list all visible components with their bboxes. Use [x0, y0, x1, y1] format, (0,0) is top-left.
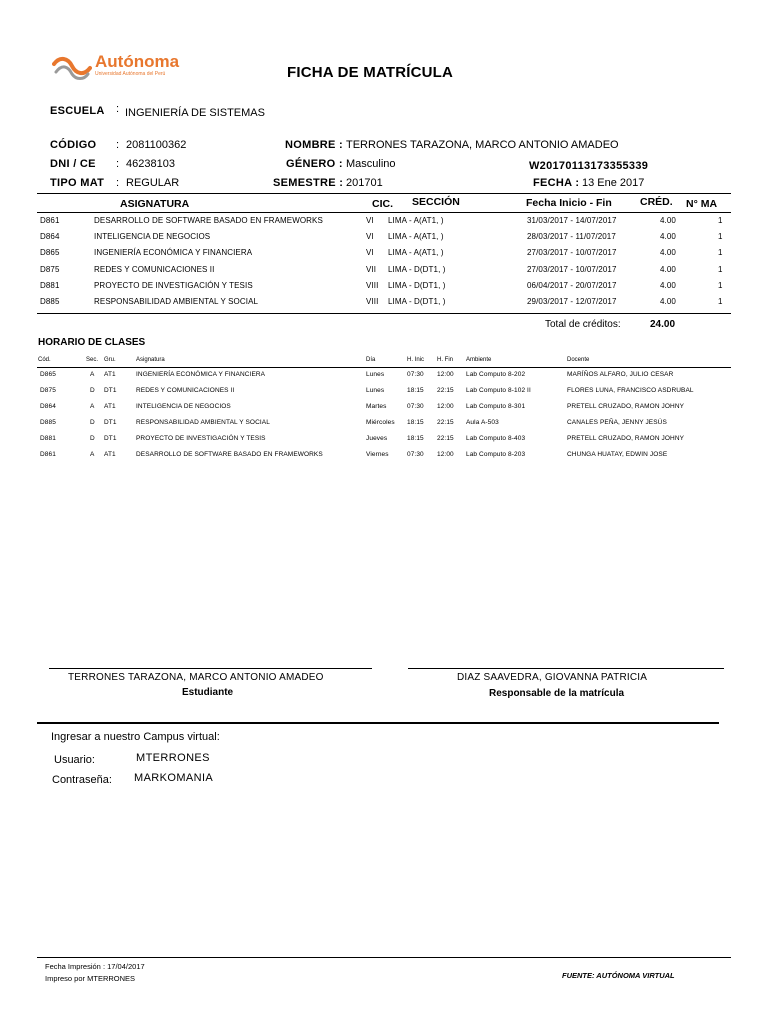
- schedule-teacher: CHUNGA HUATAY, EDWIN JOSE: [567, 451, 668, 458]
- schedule-end: 22:15: [437, 387, 454, 394]
- genero-value: Masculino: [346, 158, 396, 170]
- print-date-value: 17/04/2017: [107, 962, 145, 971]
- course-section: LIMA - A(AT1, ): [388, 216, 444, 225]
- course-code: D861: [40, 216, 60, 225]
- sched-col-docente: Docente: [567, 357, 590, 363]
- sched-col-sec: Sec.: [86, 357, 99, 363]
- password-label: Contraseña:: [52, 774, 112, 786]
- course-num: 1: [718, 248, 723, 258]
- course-name: PROYECTO DE INVESTIGACIÓN Y TESIS: [94, 280, 253, 290]
- course-cycle: VI: [366, 248, 374, 258]
- course-dates: 27/03/2017 - 10/07/2017: [527, 264, 617, 274]
- schedule-code: D861: [40, 451, 56, 458]
- logo-subtitle: Universidad Autónoma del Perú: [95, 71, 166, 77]
- schedule-start: 18:15: [407, 387, 424, 394]
- col-fechas: Fecha Inicio - Fin: [526, 197, 612, 209]
- schedule-code: D864: [40, 403, 56, 410]
- course-num: 1: [718, 280, 723, 290]
- course-name: INGENIERÍA ECONÓMICA Y FINANCIERA: [94, 248, 253, 258]
- schedule-course: INTELIGENCIA DE NEGOCIOS: [136, 403, 231, 410]
- table-row: [0, 387, 768, 403]
- schedule-section: D: [90, 435, 95, 442]
- schedule-section: A: [90, 451, 95, 458]
- course-cycle: VI: [366, 232, 374, 242]
- colon: :: [116, 103, 120, 115]
- password-value: MARKOMANIA: [134, 772, 214, 784]
- table-row: [0, 297, 768, 313]
- course-dates: 28/03/2017 - 11/07/2017: [527, 232, 616, 242]
- schedule-teacher: PRETELL CRUZADO, RAMON JOHNY: [567, 435, 685, 442]
- schedule-room: Lab Computo 8-202: [466, 371, 526, 378]
- codigo-label: CÓDIGO: [50, 139, 97, 151]
- logo-text: Autónoma: [95, 52, 180, 71]
- escuela-label: ESCUELA: [50, 105, 105, 117]
- course-dates: 31/03/2017 - 14/07/2017: [527, 216, 617, 225]
- schedule-start: 07:30: [407, 371, 424, 378]
- schedule-end: 12:00: [437, 451, 454, 458]
- sched-col-fin: H. Fin: [437, 357, 454, 363]
- section-divider: [37, 722, 719, 724]
- course-code: D881: [40, 280, 60, 290]
- university-logo-icon: [52, 54, 92, 82]
- colon: :: [116, 139, 120, 151]
- course-num: 1: [718, 216, 723, 225]
- codigo-value: 2081100362: [126, 139, 187, 151]
- course-section: LIMA - A(AT1, ): [388, 232, 444, 242]
- table-top-rule: [37, 193, 731, 194]
- fecha-value: 13 Ene 2017: [582, 177, 645, 189]
- course-code: D875: [40, 264, 60, 274]
- schedule-group: AT1: [104, 371, 116, 378]
- sched-col-code: Cód.: [38, 357, 51, 363]
- course-name: INTELIGENCIA DE NEGOCIOS: [94, 232, 211, 242]
- schedule-end: 12:00: [437, 371, 454, 378]
- schedule-start: 18:15: [407, 435, 424, 442]
- nombre-label: NOMBRE :: [285, 139, 344, 151]
- course-name: RESPONSABILIDAD AMBIENTAL Y SOCIAL: [94, 297, 259, 306]
- responsible-signature-role: Responsable de la matrícula: [489, 688, 625, 699]
- course-section: LIMA - D(DT1, ): [388, 297, 446, 306]
- schedule-header-rule: [37, 367, 731, 368]
- nombre-value: TERRONES TARAZONA, MARCO ANTONIO AMADEO: [346, 139, 619, 151]
- schedule-start: 07:30: [407, 403, 424, 410]
- course-cycle: VIII: [366, 280, 379, 290]
- table-row: [0, 403, 768, 419]
- table-row: [0, 281, 768, 297]
- genero-label: GÉNERO :: [286, 158, 343, 170]
- fecha-label: FECHA :: [533, 177, 580, 189]
- schedule-start: 18:15: [407, 419, 424, 426]
- course-cycle: VII: [366, 264, 377, 274]
- col-nro: N° MA: [686, 198, 718, 210]
- schedule-room: Lab Computo 8-203: [466, 451, 526, 458]
- schedule-group: AT1: [104, 403, 116, 410]
- sched-col-ambiente: Ambiente: [466, 357, 492, 363]
- course-num: 1: [718, 232, 723, 242]
- schedule-day: Miércoles: [366, 419, 395, 426]
- table-row: [0, 216, 768, 232]
- schedule-code: D881: [40, 435, 56, 442]
- course-dates: 29/03/2017 - 12/07/2017: [527, 297, 617, 306]
- course-section: LIMA - D(DT1, ): [388, 280, 446, 290]
- tipo-mat-label: TIPO MAT: [50, 177, 105, 189]
- printed-by: [45, 974, 135, 983]
- schedule-course: PROYECTO DE INVESTIGACIÓN Y TESIS: [136, 435, 266, 442]
- course-name: DESARROLLO DE SOFTWARE BASADO EN FRAMEWORKS: [94, 216, 323, 225]
- schedule-code: D865: [40, 371, 56, 378]
- course-code: D885: [40, 297, 60, 306]
- schedule-code: D875: [40, 387, 56, 394]
- col-creditos: CRÉD.: [640, 196, 673, 208]
- schedule-section: D: [90, 419, 95, 426]
- schedule-day: Jueves: [366, 435, 388, 442]
- print-date: [45, 962, 145, 971]
- course-section: LIMA - D(DT1, ): [388, 264, 446, 274]
- schedule-course: INGENIERÍA ECONÓMICA Y FINANCIERA: [136, 371, 266, 378]
- schedule-group: DT1: [104, 435, 117, 442]
- schedule-course: REDES Y COMUNICACIONES II: [136, 387, 235, 394]
- schedule-day: Viernes: [366, 451, 389, 458]
- course-credits: 4.00: [660, 264, 676, 274]
- table-row: [0, 265, 768, 281]
- schedule-end: 22:15: [437, 435, 454, 442]
- course-dates: 27/03/2017 - 10/07/2017: [527, 248, 617, 258]
- course-credits: 4.00: [660, 232, 676, 242]
- course-credits: 4.00: [660, 248, 676, 258]
- schedule-code: D885: [40, 419, 56, 426]
- course-cycle: VI: [366, 216, 374, 225]
- table-header-rule: [37, 212, 731, 213]
- schedule-group: AT1: [104, 451, 116, 458]
- tipo-mat-value: REGULAR: [126, 177, 180, 189]
- schedule-teacher: PRETELL CRUZADO, RAMON JOHNY: [567, 403, 685, 410]
- schedule-course: RESPONSABILIDAD AMBIENTAL Y SOCIAL: [136, 419, 270, 426]
- schedule-start: 07:30: [407, 451, 424, 458]
- sched-col-gru: Gru.: [104, 357, 116, 363]
- escuela-value: INGENIERÍA DE SISTEMAS: [125, 107, 265, 119]
- page-title: FICHA DE MATRÍCULA: [287, 64, 454, 81]
- schedule-teacher: FLORES LUNA, FRANCISCO ASDRUBAL: [567, 387, 694, 394]
- student-signature-name: TERRONES TARAZONA, MARCO ANTONIO AMADEO: [68, 672, 324, 683]
- semestre-value: 201701: [346, 177, 383, 189]
- schedule-day: Martes: [366, 403, 387, 410]
- schedule-group: DT1: [104, 387, 117, 394]
- schedule-section: D: [90, 387, 95, 394]
- schedule-title: HORARIO DE CLASES: [38, 337, 146, 348]
- schedule-section: A: [90, 403, 95, 410]
- schedule-teacher: MARÍÑOS ALFARO, JULIO CESAR: [567, 371, 674, 378]
- schedule-day: Lunes: [366, 371, 385, 378]
- col-asignatura: ASIGNATURA: [120, 198, 190, 210]
- schedule-course: DESARROLLO DE SOFTWARE BASADO EN FRAMEWORKS: [136, 451, 323, 458]
- registration-code: W20170113173355339: [529, 160, 649, 172]
- colon: :: [116, 177, 120, 189]
- schedule-day: Lunes: [366, 387, 385, 394]
- sched-col-inicio: H. Inic: [407, 357, 425, 363]
- course-credits: 4.00: [660, 280, 676, 290]
- schedule-end: 12:00: [437, 403, 454, 410]
- semestre-label: SEMESTRE :: [273, 177, 344, 189]
- course-section: LIMA - A(AT1, ): [388, 248, 444, 258]
- table-row: [0, 451, 768, 467]
- course-num: 1: [718, 297, 723, 306]
- student-signature-role: Estudiante: [182, 687, 234, 698]
- course-num: 1: [718, 264, 723, 274]
- schedule-group: DT1: [104, 419, 117, 426]
- course-credits: 4.00: [660, 297, 676, 306]
- table-bottom-rule: [37, 313, 731, 314]
- footer-rule: [37, 957, 731, 958]
- schedule-room: Aula A-503: [466, 419, 499, 426]
- schedule-room: Lab Computo 8-102 II: [466, 387, 531, 394]
- table-row: [0, 435, 768, 451]
- printed-by-value: MTERRONES: [87, 974, 136, 983]
- course-name: REDES Y COMUNICACIONES II: [94, 264, 215, 274]
- course-credits: 4.00: [660, 216, 676, 225]
- dni-label: DNI / CE: [50, 158, 96, 170]
- course-cycle: VIII: [366, 297, 379, 306]
- total-credits-value: 24.00: [650, 319, 676, 330]
- table-row: [0, 419, 768, 435]
- username-label: Usuario:: [54, 754, 95, 766]
- table-row: [0, 371, 768, 387]
- total-credits-label: Total de créditos:: [545, 319, 621, 330]
- responsible-signature-name: DIAZ SAAVEDRA, GIOVANNA PATRICIA: [457, 672, 648, 683]
- col-ciclo: CIC.: [372, 198, 393, 210]
- schedule-room: Lab Computo 8-301: [466, 403, 526, 410]
- course-dates: 06/04/2017 - 20/07/2017: [527, 280, 617, 290]
- printed-by-label: Impreso por: [45, 974, 86, 983]
- schedule-section: A: [90, 371, 95, 378]
- student-signature-line: [49, 668, 372, 669]
- table-row: [0, 248, 768, 264]
- sched-col-dia: Día: [366, 357, 376, 363]
- source-label: FUENTE: AUTÓNOMA VIRTUAL: [562, 971, 675, 980]
- table-row: [0, 232, 768, 248]
- colon: :: [116, 158, 120, 170]
- col-seccion: SECCIÓN: [412, 196, 460, 208]
- course-code: D865: [40, 248, 60, 258]
- schedule-teacher: CANALES PEÑA, JENNY JESÚS: [567, 419, 667, 426]
- responsible-signature-line: [408, 668, 724, 669]
- print-date-label: Fecha Impresión :: [45, 962, 106, 971]
- dni-value: 46238103: [126, 158, 175, 170]
- campus-intro: Ingresar a nuestro Campus virtual:: [51, 731, 220, 743]
- schedule-end: 22:15: [437, 419, 454, 426]
- course-code: D864: [40, 232, 60, 242]
- sched-col-asignatura: Asignatura: [136, 357, 165, 363]
- username-value: MTERRONES: [136, 752, 210, 764]
- schedule-room: Lab Computo 8-403: [466, 435, 526, 442]
